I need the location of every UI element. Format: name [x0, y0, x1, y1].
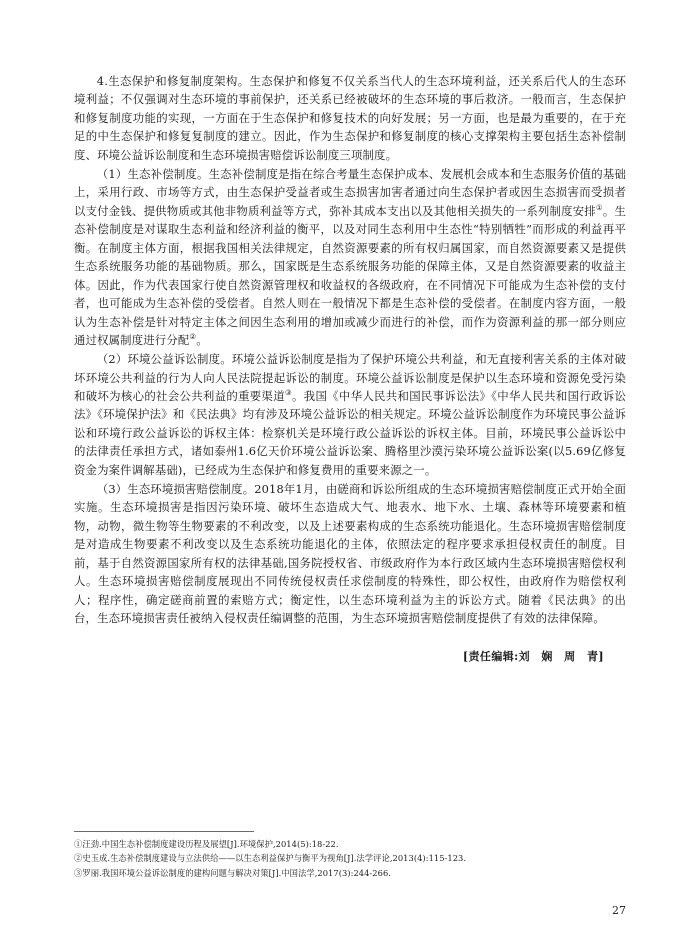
footnote-marker-1: ① — [595, 202, 603, 212]
footnote-item: ③罗丽.我国环境公益诉讼制度的建构问题与解决对策[J].中国法学,2017(3):244-266. — [74, 868, 391, 879]
footnote-item: ①汪劲.中国生态补偿制度建设历程及展望[J].环境保护,2014(5):18-22. — [74, 838, 339, 849]
paragraph-3-rest: 。我国《中华人民共和国民事诉讼法》《中华人民共和国行政诉讼法》《环境保护法》和《民法典》均有涉及环境公益诉讼的相关规定。环境公益诉讼制度作为环境民事公益诉讼和环境行政公益诉讼的诉权主体：检察机关是环境行政公益诉讼的诉权主体。目前，环境民事公益诉讼中的法律责任承担方式，诸如泰州1.6亿天价环境公益诉讼案、腾格里沙漠污染环境公益诉讼案(以5.69亿修复资金为案件调解基础)，已经成为生态保护和修复费用的重要来源之一。 — [74, 388, 627, 477]
paragraph-2-tail: 。 — [196, 333, 208, 348]
paragraph-3 — [74, 350, 626, 479]
footnote-marker-2: ② — [189, 332, 197, 342]
paragraph-2-lead: （1）生态补偿制度。生态补偿制度是指在综合考量生态保护成本、发展机会成本和生态服务价值的基础上，采用行政、市场等方式，由生态保护受益者或生态损害加害者通过向生态保护者或因生态损害而受损者以支付金钱、提供物质或其他非物质利益等方式，弥补其成本支出以及其他相关损失的一系列制度安排 — [74, 166, 626, 218]
paragraph-3-lead: （2）环境公益诉讼制度。环境公益诉讼制度是指为了保护环境公共利益，和无直接利害关系的主体对破坏环境公共利益的行为人向人民法院提起诉讼的制度。环境公益诉讼制度是保护以生态环境和资源免受污染和破坏为核心的社会公共利益的重要渠道 — [74, 352, 626, 403]
paragraph-2-rest: 。生态补偿制度是对谋取生态利益和经济利益的衡平，以及对同生态利用中生态性“特别牺牲”而形成的利益再平衡。在制度主体方面，根据我国相关法律规定，自然资源要素的所有权归属国家，而自然资源要素又是提供生态系统服务功能的基础物质。那么，国家既是生态系统服务功能的保障主体，又是自然资源要素的收益主体。因此，作为代表国家行使自然资源管理权和收益权的各级政府，在不同情况下可能成为生态补偿的支付者，也可能成为生态补偿的受偿者。自然人则在一般情况下都是生态补偿的受偿者。在制度内容方面，一般认为生态补偿是针对特定主体之间因生态利用的增加或减少而进行的补偿，而作为资源利益的那一部分则应通过权属制度进行分配 — [74, 203, 626, 348]
footnote-item: ②史玉成.生态补偿制度建设与立法供给——以生态利益保护与衡平为视角[J].法学评论,2013(4):115-123. — [74, 853, 467, 864]
footnote-divider — [74, 831, 254, 832]
paragraph-2 — [74, 165, 626, 350]
paragraph-4: （3）生态环境损害赔偿制度。2018年1月，由磋商和诉讼所组成的生态环境损害赔偿制度正式开始全面实施。生态环境损害是指因污染环境、破坏生态造成大气、地表水、地下水、土壤、森林等环境要素和植物，动物，微生物等生物要素的不利改变，以及上述要素构成的生态系统功能退化。生态环境损害赔偿制度是对造成生物要素不利改变以及生态系统功能退化的主体，依照法定的程序要求承担侵权责任的制度。目前，基于自然资源国家所有权的法律基础,国务院授权省、市级政府作为本行政区域内生态环境损害赔偿权利人。生态环境损害赔偿制度展现出不同传统侵权责任求偿制度的特殊性，即公权性，由政府作为赔偿权利人；程序性，确定磋商前置的索赔方式；衡定性，以生态环境利益为主的诉讼方式。随着《民法典》的出台，生态环境损害责任被纳入侵权责任编调整的范围，为生态环境损害赔偿制度提供了有效的法律保障。 — [74, 481, 626, 626]
paragraph-1: 4.生态保护和修复制度架构。生态保护和修复不仅关系当代人的生态环境利益，还关系后代人的生态环境利益；不仅强调对生态环境的事前保护，还关系已经被破坏的生态环境的事后救济。一般而言，生态保护和修复制度功能的实现，一方面在于生态保护和修复技术的向好发展；另一方面，也是最为重要的，在于充足的中生态保护和修复复制度的建立。因此，作为生态保护和修复制度的核心支撑架构主要包括生态补偿制度、环境公益诉讼制度和生态环境损害赔偿诉讼制度三项制度。 — [74, 74, 626, 162]
article-body — [74, 72, 626, 628]
footnote-marker-3: ③ — [284, 388, 293, 398]
page-number: 27 — [612, 904, 626, 917]
editor-credit: [责任编辑:刘 娴 周 青] — [462, 649, 604, 663]
footnotes-section — [74, 831, 626, 881]
